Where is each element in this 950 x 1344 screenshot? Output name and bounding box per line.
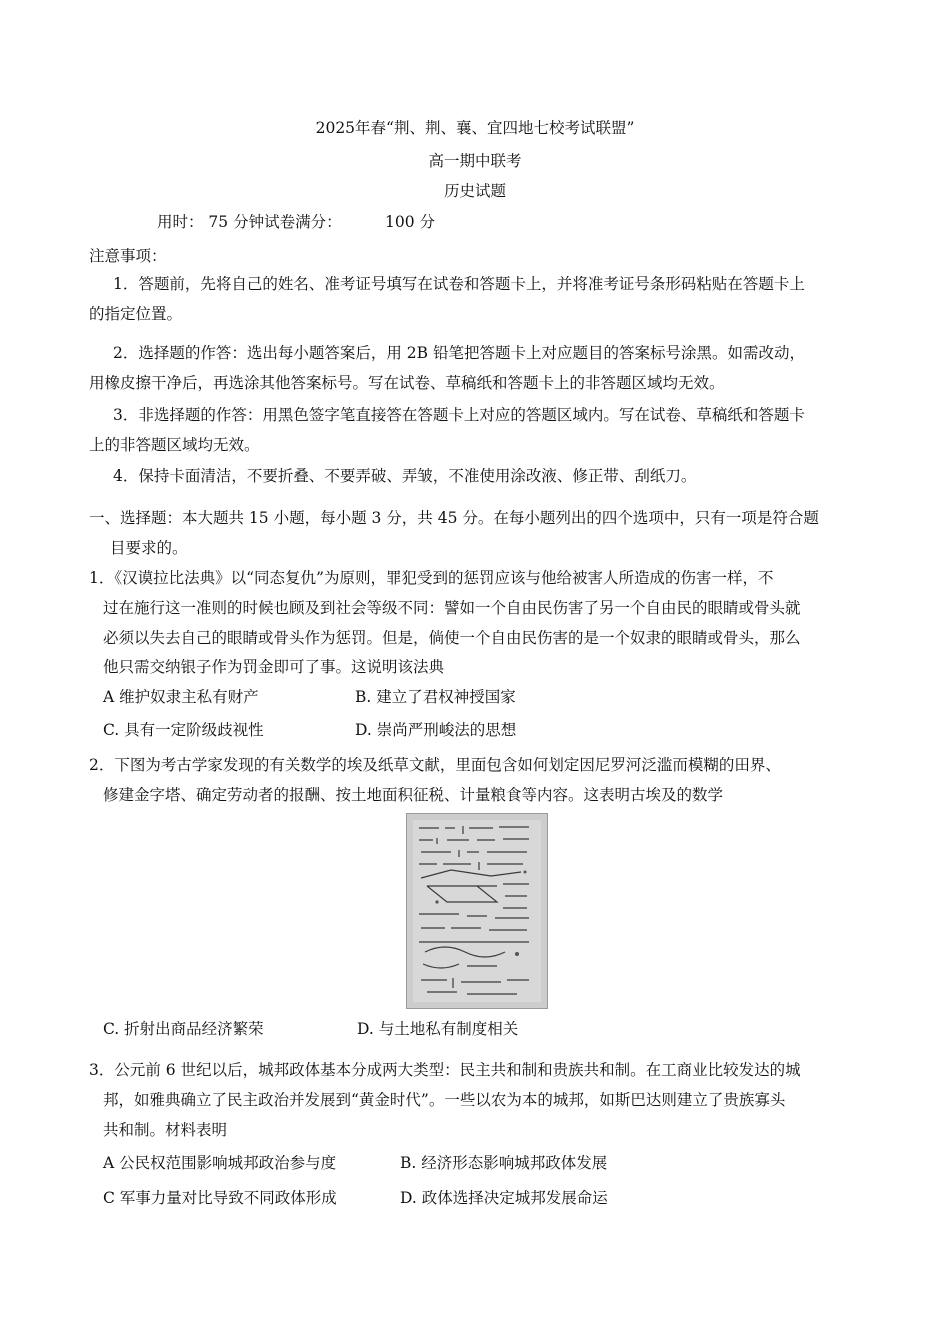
note-2-line-1: 2．选择题的作答：选出每小题答案后，用 2B 铅笔把答题卡上对应题目的答案标号涂黑。如需改动， [113, 344, 805, 362]
question-1-line-3: 必须以失去自己的眼睛或骨头作为惩罚。但是，倘使一个自由民伤害的是一个奴隶的眼睛或骨头，那么 [103, 629, 801, 647]
exam-title: 2025年春“荆、荆、襄、宜四地七校考试联盟” [315, 119, 635, 137]
note-1-line-2: 的指定位置。 [89, 305, 183, 323]
papyrus-sketch [407, 814, 547, 1008]
question-3-option-a: A 公民权范围影响城邦政治参与度 [103, 1154, 337, 1172]
exam-subject: 历史试题 [443, 182, 506, 200]
note-1-line-1: 1．答题前，先将自己的姓名、准考证号填写在试卷和答题卡上，并将准考证号条形码粘贴在答题卡上 [113, 275, 805, 293]
note-3-line-2: 上的非答题区域均无效。 [89, 436, 260, 454]
question-1-option-d: D. 崇尚严刑峻法的思想 [355, 721, 517, 739]
note-2-line-2: 用橡皮擦干净后，再选涂其他答案标号。写在试卷、草稿纸和答题卡上的非答题区域均无效。 [89, 374, 725, 392]
question-3-option-d: D. 政体选择决定城邦发展命运 [400, 1189, 608, 1207]
question-2-option-c: C. 折射出商品经济繁荣 [103, 1020, 264, 1038]
question-1-line-1: 1．《汉谟拉比法典》以“同态复仇”为原则，罪犯受到的惩罚应该与他给被害人所造成的伤害一样，不 [89, 569, 774, 587]
exam-time-line: 用时： 75 分钟试卷满分： [157, 213, 342, 231]
question-1-option-c: C. 具有一定阶级歧视性 [103, 721, 264, 739]
section-1-heading-line-1: 一、选择题：本大题共 15 小题，每小题 3 分，共 45 分。在每小题列出的四个选项中，只有一项是符合题 [89, 509, 819, 527]
question-1-line-2: 过在施行这一准则的时候也顾及到社会等级不同：譬如一个自由民伤害了另一个自由民的眼睛或骨头就 [103, 599, 801, 617]
question-3-line-1: 3．公元前 6 世纪以后，城邦政体基本分成两大类型：民主共和制和贵族共和制。在工商业比较发达的城 [89, 1061, 801, 1079]
question-3-line-3: 共和制。材料表明 [103, 1121, 228, 1139]
question-3-option-b: B. 经济形态影响城邦政体发展 [400, 1154, 608, 1172]
exam-full-score: 100 分 [385, 213, 436, 231]
question-2-line-2: 修建金字塔、确定劳动者的报酬、按土地面积征税、计量粮食等内容。这表明古埃及的数学 [103, 786, 724, 804]
question-1-option-a: A 维护奴隶主私有财产 [103, 688, 259, 706]
notes-heading: 注意事项： [89, 247, 167, 265]
question-2-option-d: D. 与土地私有制度相关 [357, 1020, 519, 1038]
note-4: 4．保持卡面清洁，不要折叠、不要弄破、弄皱，不准使用涂改液、修正带、刮纸刀。 [113, 467, 697, 485]
note-3-line-1: 3．非选择题的作答：用黑色签字笔直接答在答题卡上对应的答题区域内。写在试卷、草稿纸和答题卡 [113, 406, 805, 424]
question-1-option-b: B. 建立了君权神授国家 [355, 688, 516, 706]
question-3-line-2: 邦，如雅典确立了民主政治并发展到“黄金时代”。一些以农为本的城邦，如斯巴达则建立了贵族寡头 [103, 1091, 786, 1109]
papyrus-image [406, 813, 548, 1009]
section-1-heading-line-2: 目要求的。 [110, 539, 188, 557]
question-2-line-1: 2．下图为考古学家发现的有关数学的埃及纸草文献，里面包含如何划定因尼罗河泛滥而模糊的田界、 [89, 756, 781, 774]
exam-subtitle: 高一期中联考 [428, 152, 522, 170]
question-1-line-4: 他只需交纳银子作为罚金即可了事。这说明该法典 [103, 658, 445, 676]
question-3-option-c: C 军事力量对比导致不同政体形成 [103, 1189, 337, 1207]
